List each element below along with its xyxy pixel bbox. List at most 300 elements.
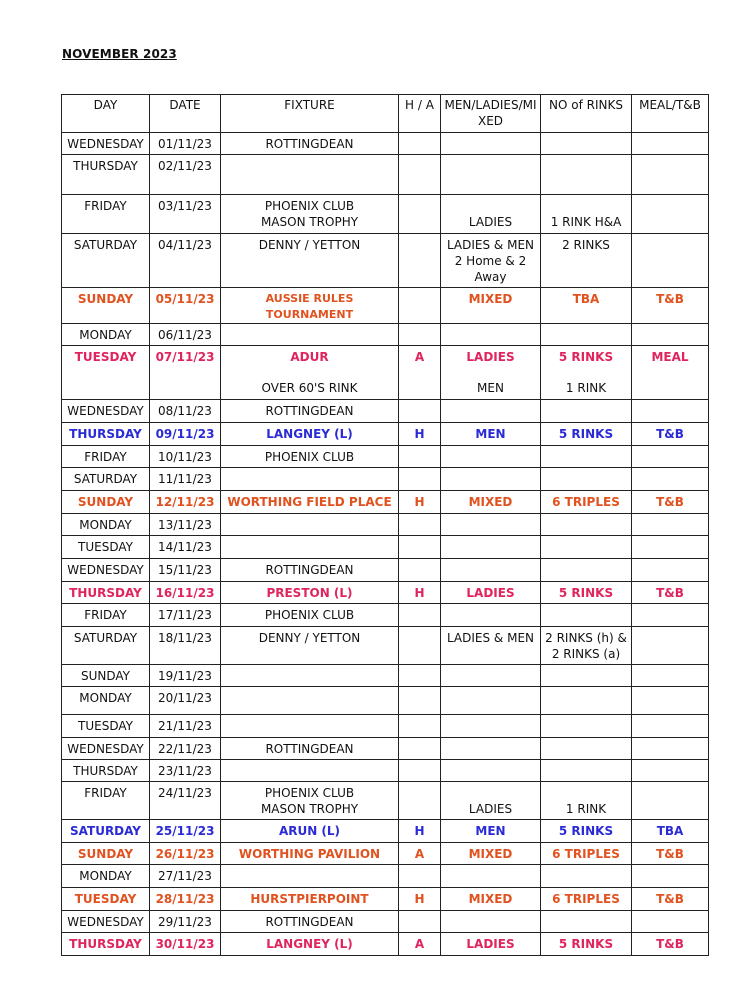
date-cell xyxy=(150,423,221,446)
date-text: 05/11/23 xyxy=(155,292,215,306)
fixture-cell xyxy=(221,559,399,582)
meal-cell xyxy=(632,346,709,400)
meal-cell xyxy=(632,582,709,604)
rinks-text: 5 RINKS xyxy=(558,427,614,441)
category-cell xyxy=(441,468,541,491)
day-text: FRIDAY xyxy=(84,786,127,800)
table-header-row xyxy=(62,95,709,133)
ha-text: H xyxy=(414,824,425,838)
category-cell xyxy=(441,738,541,760)
fixture-cell xyxy=(221,604,399,627)
date-text: 29/11/23 xyxy=(158,915,212,929)
home-away-cell xyxy=(399,559,441,582)
mlm-text-secondary: MEN xyxy=(477,381,504,395)
home-away-cell xyxy=(399,820,441,843)
mlm-text: MEN xyxy=(475,824,506,838)
fixture-text: PHOENIX CLUB xyxy=(264,608,355,622)
category-cell xyxy=(441,288,541,324)
date-text: 03/11/23 xyxy=(158,199,212,213)
table-row xyxy=(62,536,709,559)
rinks-cell xyxy=(541,582,632,604)
mlm-text: MEN xyxy=(475,427,506,441)
table-row xyxy=(62,155,709,195)
day-cell xyxy=(62,865,150,888)
meal-cell xyxy=(632,604,709,627)
table-row xyxy=(62,911,709,933)
fixture-cell xyxy=(221,324,399,346)
home-away-cell xyxy=(399,514,441,536)
fixture-text-secondary: OVER 60'S RINK xyxy=(261,381,358,395)
table-row xyxy=(62,423,709,446)
meal-cell xyxy=(632,423,709,446)
fixture-text: HURSTPIERPOINT xyxy=(250,892,369,906)
fixture-cell xyxy=(221,760,399,782)
day-text: WEDNESDAY xyxy=(67,563,144,577)
rinks-cell xyxy=(541,423,632,446)
mlm-text: MIXED xyxy=(468,495,513,509)
date-cell xyxy=(150,346,221,400)
home-away-cell xyxy=(399,604,441,627)
table-row xyxy=(62,843,709,865)
fixture-cell xyxy=(221,715,399,738)
date-cell xyxy=(150,288,221,324)
fixture-text: AUSSIE RULES TOURNAMENT xyxy=(265,292,354,321)
fixture-cell xyxy=(221,933,399,956)
rinks-cell xyxy=(541,820,632,843)
rinks-cell xyxy=(541,133,632,155)
category-cell xyxy=(441,933,541,956)
fixture-text: WORTHING FIELD PLACE xyxy=(227,495,392,509)
fixture-cell xyxy=(221,468,399,491)
day-cell xyxy=(62,234,150,288)
fixture-text-secondary: MASON TROPHY xyxy=(260,215,359,229)
day-text: TUESDAY xyxy=(78,719,133,733)
day-cell xyxy=(62,888,150,911)
date-cell xyxy=(150,843,221,865)
date-cell xyxy=(150,865,221,888)
rinks-cell xyxy=(541,888,632,911)
table-row xyxy=(62,665,709,687)
category-cell xyxy=(441,627,541,665)
fixture-cell xyxy=(221,582,399,604)
date-cell xyxy=(150,820,221,843)
rinks-cell xyxy=(541,155,632,195)
fixture-cell xyxy=(221,888,399,911)
rinks-cell xyxy=(541,346,632,400)
table-row xyxy=(62,446,709,468)
ha-text: A xyxy=(414,350,425,364)
header-home-away: H / A xyxy=(399,95,441,133)
day-cell xyxy=(62,687,150,715)
rinks-cell xyxy=(541,665,632,687)
date-cell xyxy=(150,627,221,665)
date-cell xyxy=(150,582,221,604)
day-text: THURSDAY xyxy=(73,159,138,173)
category-cell xyxy=(441,760,541,782)
home-away-cell xyxy=(399,665,441,687)
date-text: 21/11/23 xyxy=(158,719,212,733)
rinks-cell xyxy=(541,491,632,514)
home-away-cell xyxy=(399,627,441,665)
date-cell xyxy=(150,155,221,195)
day-text: MONDAY xyxy=(79,518,132,532)
day-text: FRIDAY xyxy=(84,199,127,213)
rinks-cell xyxy=(541,687,632,715)
category-cell xyxy=(441,155,541,195)
table-row xyxy=(62,514,709,536)
meal-cell xyxy=(632,468,709,491)
date-cell xyxy=(150,446,221,468)
day-text: TUESDAY xyxy=(78,540,133,554)
table-row xyxy=(62,865,709,888)
home-away-cell xyxy=(399,715,441,738)
date-text: 09/11/23 xyxy=(155,427,215,441)
rinks-text: 6 TRIPLES xyxy=(552,847,620,861)
day-cell xyxy=(62,536,150,559)
meal-cell xyxy=(632,820,709,843)
date-text: 08/11/23 xyxy=(158,404,212,418)
rinks-cell xyxy=(541,400,632,423)
day-text: TUESDAY xyxy=(74,892,137,906)
day-cell xyxy=(62,491,150,514)
header-fixture: FIXTURE xyxy=(221,95,399,133)
rinks-cell xyxy=(541,446,632,468)
date-cell xyxy=(150,514,221,536)
day-cell xyxy=(62,514,150,536)
day-text: MONDAY xyxy=(79,691,132,705)
rinks-text: 2 RINKS (h) & 2 RINKS (a) xyxy=(545,631,627,661)
fixture-cell xyxy=(221,687,399,715)
day-text: SATURDAY xyxy=(70,824,141,838)
home-away-cell xyxy=(399,400,441,423)
header-rinks: NO of RINKS xyxy=(541,95,632,133)
mlm-text xyxy=(443,198,538,214)
fixture-text: WORTHING PAVILION xyxy=(238,847,381,861)
rinks-cell xyxy=(541,536,632,559)
day-text: THURSDAY xyxy=(73,764,138,778)
fixture-text: DENNY / YETTON xyxy=(258,631,361,645)
fixture-cell xyxy=(221,400,399,423)
date-cell xyxy=(150,782,221,820)
meal-text: T&B xyxy=(656,292,684,306)
category-cell xyxy=(441,559,541,582)
home-away-cell xyxy=(399,491,441,514)
rinks-cell xyxy=(541,468,632,491)
date-text: 13/11/23 xyxy=(158,518,212,532)
category-cell xyxy=(441,715,541,738)
category-cell xyxy=(441,133,541,155)
mlm-text-secondary: LADIES xyxy=(468,215,513,229)
fixture-cell xyxy=(221,820,399,843)
home-away-cell xyxy=(399,782,441,820)
category-cell xyxy=(441,423,541,446)
date-cell xyxy=(150,738,221,760)
fixture-text: ROTTINGDEAN xyxy=(265,563,354,577)
home-away-cell xyxy=(399,536,441,559)
rinks-cell xyxy=(541,324,632,346)
day-cell xyxy=(62,288,150,324)
home-away-cell xyxy=(399,687,441,715)
category-cell xyxy=(441,888,541,911)
day-cell xyxy=(62,665,150,687)
date-text: 06/11/23 xyxy=(158,328,212,342)
date-cell xyxy=(150,195,221,234)
table-row xyxy=(62,888,709,911)
date-cell xyxy=(150,133,221,155)
date-text: 20/11/23 xyxy=(158,691,212,705)
date-cell xyxy=(150,468,221,491)
date-text: 07/11/23 xyxy=(155,350,215,364)
table-row xyxy=(62,234,709,288)
date-cell xyxy=(150,933,221,956)
day-text: SUNDAY xyxy=(77,292,134,306)
meal-cell xyxy=(632,911,709,933)
fixtures-table xyxy=(61,94,709,956)
day-text: THURSDAY xyxy=(69,586,142,600)
day-text: TUESDAY xyxy=(74,350,137,364)
fixture-cell xyxy=(221,346,399,400)
day-cell xyxy=(62,738,150,760)
category-cell xyxy=(441,195,541,234)
date-text: 10/11/23 xyxy=(158,450,212,464)
date-text: 25/11/23 xyxy=(155,824,215,838)
meal-cell xyxy=(632,491,709,514)
table-row xyxy=(62,715,709,738)
fixture-cell xyxy=(221,865,399,888)
day-cell xyxy=(62,820,150,843)
day-cell xyxy=(62,604,150,627)
date-cell xyxy=(150,604,221,627)
category-cell xyxy=(441,514,541,536)
date-cell xyxy=(150,911,221,933)
rinks-cell xyxy=(541,715,632,738)
rinks-cell xyxy=(541,911,632,933)
date-text: 28/11/23 xyxy=(155,892,215,906)
date-text: 04/11/23 xyxy=(158,238,212,252)
rinks-cell xyxy=(541,865,632,888)
fixture-cell xyxy=(221,782,399,820)
day-cell xyxy=(62,468,150,491)
category-cell xyxy=(441,865,541,888)
category-cell xyxy=(441,582,541,604)
meal-cell xyxy=(632,195,709,234)
home-away-cell xyxy=(399,582,441,604)
rinks-text: 5 RINKS xyxy=(558,937,614,951)
rinks-cell xyxy=(541,627,632,665)
meal-cell xyxy=(632,715,709,738)
rinks-text: 5 RINKS xyxy=(558,586,614,600)
meal-cell xyxy=(632,627,709,665)
mlm-text: LADIES xyxy=(466,586,515,600)
mlm-text: MIXED xyxy=(468,292,513,306)
rinks-cell xyxy=(541,195,632,234)
date-text: 26/11/23 xyxy=(155,847,215,861)
rinks-cell xyxy=(541,288,632,324)
meal-cell xyxy=(632,933,709,956)
day-text: WEDNESDAY xyxy=(67,915,144,929)
meal-text: MEAL xyxy=(651,350,689,364)
home-away-cell xyxy=(399,888,441,911)
mlm-text-secondary: LADIES xyxy=(468,802,513,816)
date-text: 27/11/23 xyxy=(158,869,212,883)
meal-cell xyxy=(632,559,709,582)
table-row xyxy=(62,400,709,423)
date-cell xyxy=(150,687,221,715)
day-text: SATURDAY xyxy=(73,631,138,645)
fixture-text: DENNY / YETTON xyxy=(258,238,361,252)
meal-cell xyxy=(632,760,709,782)
mlm-text: LADIES xyxy=(466,937,515,951)
table-row xyxy=(62,133,709,155)
category-cell xyxy=(441,687,541,715)
home-away-cell xyxy=(399,423,441,446)
rinks-text xyxy=(543,198,629,214)
day-cell xyxy=(62,446,150,468)
date-text: 14/11/23 xyxy=(158,540,212,554)
day-text: THURSDAY xyxy=(69,937,142,951)
date-cell xyxy=(150,536,221,559)
date-cell xyxy=(150,324,221,346)
ha-text: A xyxy=(414,937,425,951)
day-text: SATURDAY xyxy=(73,472,138,486)
category-cell xyxy=(441,536,541,559)
meal-cell xyxy=(632,687,709,715)
date-text: 22/11/23 xyxy=(158,742,212,756)
category-cell xyxy=(441,446,541,468)
fixture-cell xyxy=(221,665,399,687)
meal-text: TBA xyxy=(656,824,684,838)
table-row xyxy=(62,346,709,400)
header-day: DAY xyxy=(62,95,150,133)
meal-text: T&B xyxy=(656,937,684,951)
meal-cell xyxy=(632,536,709,559)
rinks-text-secondary: 1 RINK xyxy=(565,381,607,395)
category-cell xyxy=(441,665,541,687)
day-cell xyxy=(62,715,150,738)
home-away-cell xyxy=(399,195,441,234)
day-cell xyxy=(62,195,150,234)
fixture-text: PHOENIX CLUB xyxy=(264,199,355,213)
category-cell xyxy=(441,324,541,346)
fixture-cell xyxy=(221,491,399,514)
rinks-text: 5 RINKS xyxy=(558,350,614,364)
day-cell xyxy=(62,324,150,346)
date-cell xyxy=(150,715,221,738)
date-text: 15/11/23 xyxy=(158,563,212,577)
fixture-text: PHOENIX CLUB xyxy=(264,786,355,800)
meal-cell xyxy=(632,446,709,468)
table-row xyxy=(62,582,709,604)
meal-cell xyxy=(632,400,709,423)
fixture-cell xyxy=(221,423,399,446)
ha-text: H xyxy=(414,495,425,509)
fixture-cell xyxy=(221,155,399,195)
date-cell xyxy=(150,491,221,514)
home-away-cell xyxy=(399,760,441,782)
table-row xyxy=(62,491,709,514)
date-cell xyxy=(150,760,221,782)
rinks-cell xyxy=(541,843,632,865)
home-away-cell xyxy=(399,468,441,491)
fixture-text: ROTTINGDEAN xyxy=(265,742,354,756)
home-away-cell xyxy=(399,234,441,288)
meal-cell xyxy=(632,155,709,195)
day-text: SATURDAY xyxy=(73,238,138,252)
meal-cell xyxy=(632,888,709,911)
day-cell xyxy=(62,346,150,400)
home-away-cell xyxy=(399,933,441,956)
date-text: 19/11/23 xyxy=(158,669,212,683)
day-text: MONDAY xyxy=(79,869,132,883)
ha-text: H xyxy=(414,427,425,441)
meal-cell xyxy=(632,324,709,346)
meal-text: T&B xyxy=(656,847,684,861)
date-text: 02/11/23 xyxy=(158,159,212,173)
fixture-text: ROTTINGDEAN xyxy=(265,915,354,929)
fixture-text: ADUR xyxy=(290,350,329,364)
date-cell xyxy=(150,559,221,582)
fixture-cell xyxy=(221,536,399,559)
rinks-text: 5 RINKS xyxy=(558,824,614,838)
day-text: THURSDAY xyxy=(69,427,142,441)
fixture-cell xyxy=(221,133,399,155)
day-cell xyxy=(62,782,150,820)
rinks-text-secondary: 1 RINK H&A xyxy=(550,215,622,229)
table-row xyxy=(62,782,709,820)
table-row xyxy=(62,820,709,843)
fixture-cell xyxy=(221,195,399,234)
meal-cell xyxy=(632,843,709,865)
fixture-text-secondary: MASON TROPHY xyxy=(260,802,359,816)
ha-text: A xyxy=(414,847,425,861)
home-away-cell xyxy=(399,155,441,195)
mlm-text: LADIES & MEN xyxy=(446,631,535,645)
mlm-text xyxy=(443,785,538,801)
day-cell xyxy=(62,400,150,423)
category-cell xyxy=(441,400,541,423)
rinks-cell xyxy=(541,604,632,627)
date-text: 18/11/23 xyxy=(158,631,212,645)
day-cell xyxy=(62,843,150,865)
table-row xyxy=(62,559,709,582)
category-cell xyxy=(441,782,541,820)
meal-text: T&B xyxy=(656,586,684,600)
rinks-cell xyxy=(541,933,632,956)
category-cell xyxy=(441,491,541,514)
category-cell xyxy=(441,346,541,400)
day-cell xyxy=(62,423,150,446)
fixture-cell xyxy=(221,738,399,760)
fixture-text: ROTTINGDEAN xyxy=(265,404,354,418)
day-text: SUNDAY xyxy=(77,495,134,509)
meal-text: T&B xyxy=(656,427,684,441)
header-men-ladies-mixed: MEN/LADIES/MI XED xyxy=(441,95,541,133)
home-away-cell xyxy=(399,843,441,865)
meal-cell xyxy=(632,782,709,820)
home-away-cell xyxy=(399,865,441,888)
day-cell xyxy=(62,627,150,665)
rinks-text: 6 TRIPLES xyxy=(552,892,620,906)
date-text: 30/11/23 xyxy=(155,937,215,951)
home-away-cell xyxy=(399,446,441,468)
day-cell xyxy=(62,760,150,782)
fixture-cell xyxy=(221,446,399,468)
table-row xyxy=(62,933,709,956)
home-away-cell xyxy=(399,738,441,760)
meal-cell xyxy=(632,133,709,155)
day-text: FRIDAY xyxy=(84,450,127,464)
date-text: 01/11/23 xyxy=(158,137,212,151)
